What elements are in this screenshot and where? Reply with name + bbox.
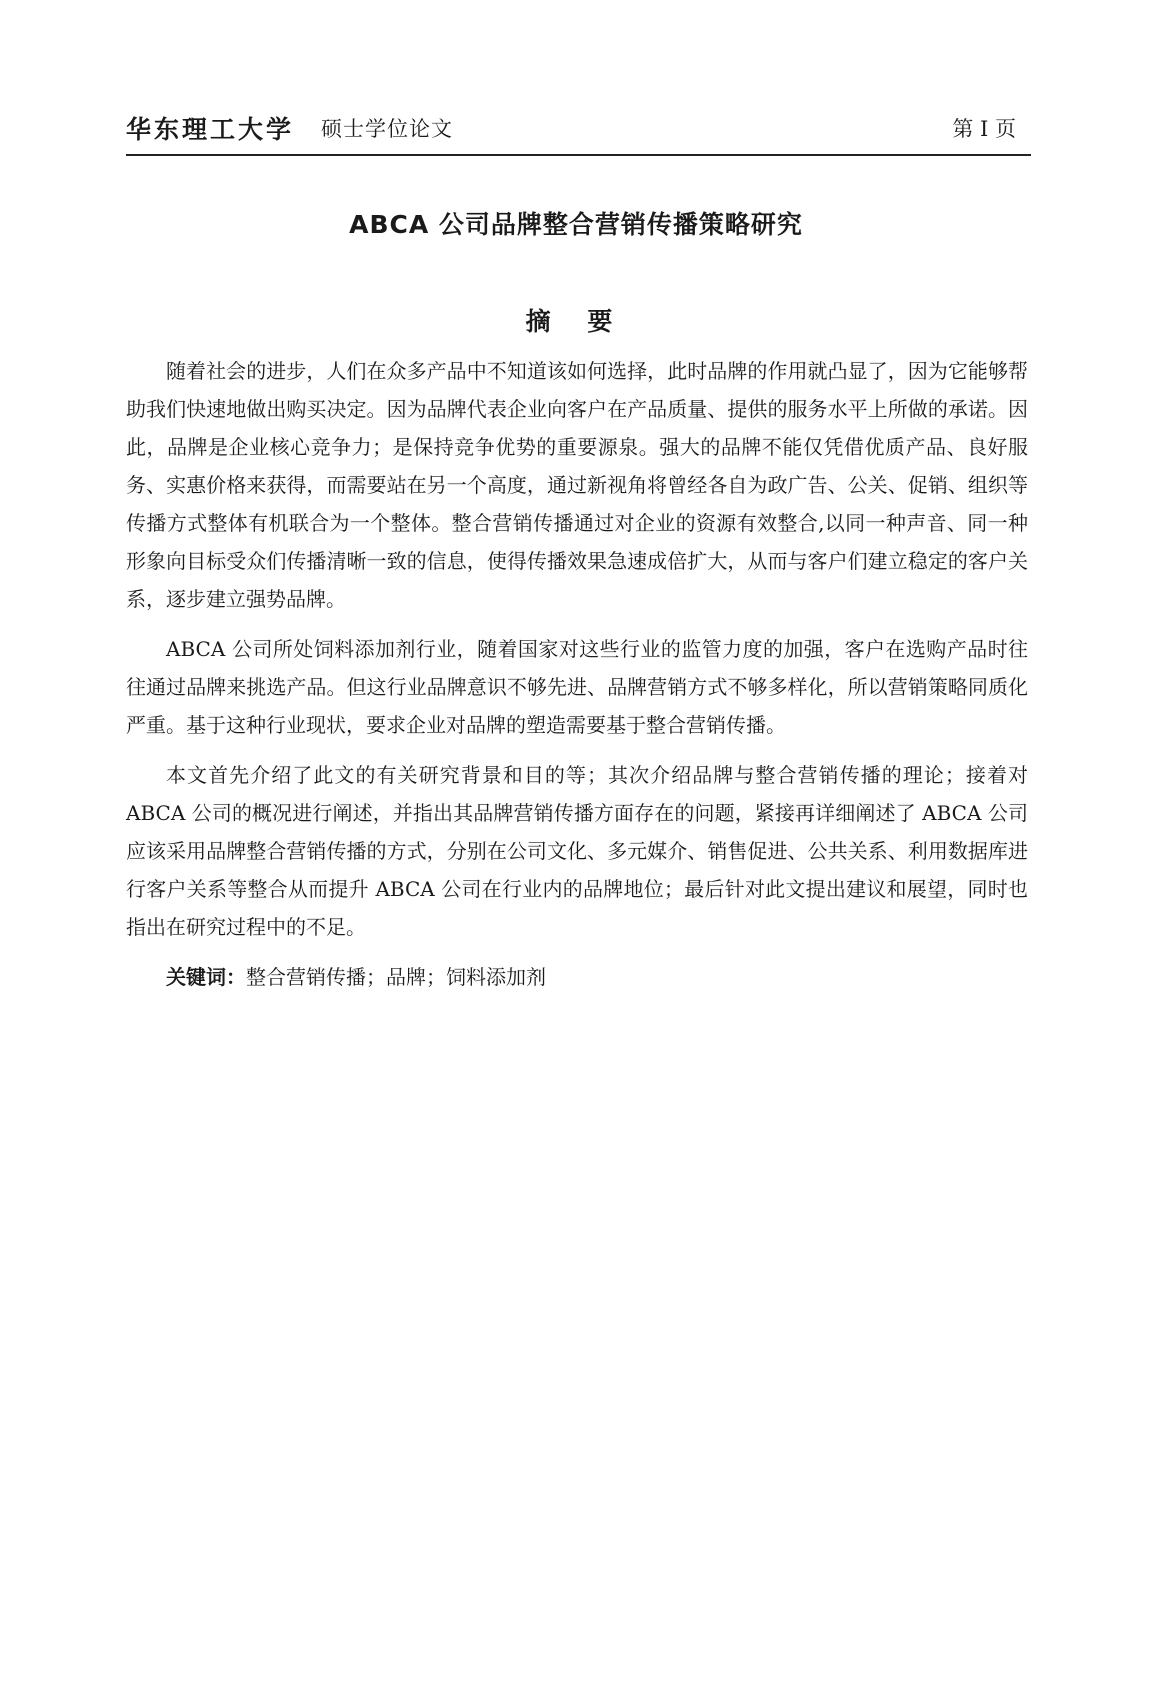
keywords-value: 整合营销传播；品牌；饲料添加剂	[246, 965, 546, 989]
degree-type: 硕士学位论文	[321, 117, 453, 141]
page-header	[126, 100, 1026, 156]
keywords-line	[126, 958, 1028, 996]
university-name: 华东理工大学	[126, 115, 295, 144]
abstract-paragraph: 随着社会的进步，人们在众多产品中不知道该如何选择，此时品牌的作用就凸显了，因为它能够帮助我们快速地做出购买决定。因为品牌代表企业向客户在产品质量、提供的服务水平上所做的承诺。因此，品牌是企业核心竞争力；是保持竞争优势的重要源泉。强大的品牌不能仅凭借优质产品、良好服务、实惠价格来获得，而需要站在另一个高度，通过新视角将曾经各自为政广告、公关、促销、组织等传播方式整体有机联合为一个整体。整合营销传播通过对企业的资源有效整合,以同一种声音、同一种形象向目标受众们传播清晰一致的信息，使得传播效果急速成倍扩大，从而与客户们建立稳定的客户关系，逐步建立强势品牌。	[126, 359, 1028, 611]
keywords-label: 关键词：	[166, 965, 246, 989]
abstract-paragraph: ABCA 公司所处饲料添加剂行业，随着国家对这些行业的监管力度的加强，客户在选购产品时往往通过品牌来挑选产品。但这行业品牌意识不够先进、品牌营销方式不够多样化，所以营销策略同质化严重。基于这种行业现状，要求企业对品牌的塑造需要基于整合营销传播。	[126, 637, 1028, 737]
header-divider	[126, 154, 1031, 156]
abstract-paragraph: 本文首先介绍了此文的有关研究背景和目的等；其次介绍品牌与整合营销传播的理论；接着对 ABCA 公司的概况进行阐述，并指出其品牌营销传播方面存在的问题，紧接再详细阐述了 ABCA 公司应该采用品牌整合营销传播的方式，分别在公司文化、多元媒介、销售促进、公共关系、利用数据库进行客户关系等整合从而提升 ABCA 公司在行业内的品牌地位；最后针对此文提出建议和展望，同时也指出在研究过程中的不足。	[126, 763, 1028, 939]
abstract-heading: 摘 要	[525, 307, 627, 336]
abstract-body	[126, 352, 1028, 1008]
paper-title: ABCA 公司品牌整合营销传播策略研究	[349, 210, 803, 239]
page-number: 第 I 页	[952, 117, 1016, 141]
